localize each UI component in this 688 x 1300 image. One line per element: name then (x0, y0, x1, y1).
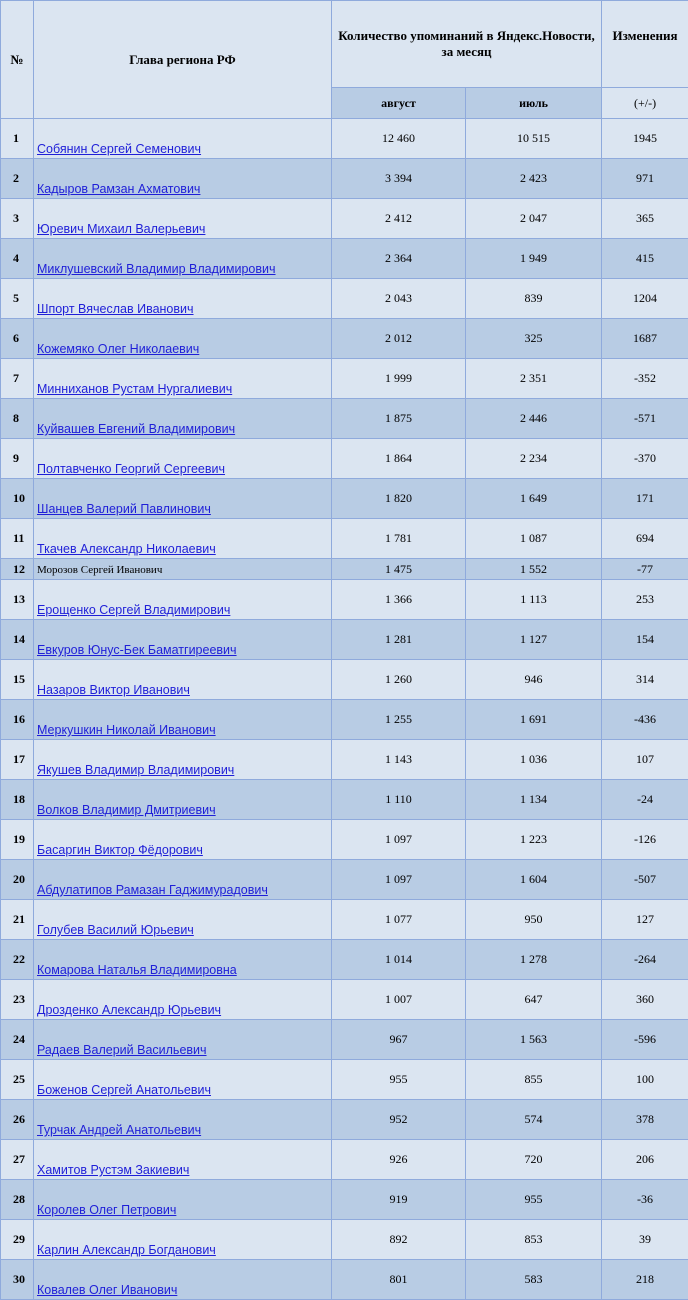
table-row (1, 660, 688, 700)
july-mentions: 2 446 (466, 399, 602, 439)
august-mentions: 2 364 (332, 239, 466, 279)
governor-name-link[interactable]: Голубев Василий Юрьевич (37, 923, 194, 937)
governor-name-link[interactable]: Волков Владимир Дмитриевич (37, 803, 216, 817)
row-number: 30 (1, 1260, 34, 1300)
change-value: 39 (602, 1220, 688, 1260)
governor-name-cell (34, 399, 332, 439)
table-row (1, 1020, 688, 1060)
july-mentions: 2 423 (466, 159, 602, 199)
governor-name-cell (34, 239, 332, 279)
table-row (1, 820, 688, 860)
table-row (1, 620, 688, 660)
august-mentions: 926 (332, 1140, 466, 1180)
row-number: 3 (1, 199, 34, 239)
governor-name-cell (34, 519, 332, 559)
governor-name-link[interactable]: Боженов Сергей Анатольевич (37, 1083, 211, 1097)
row-number: 14 (1, 620, 34, 660)
governor-name-link[interactable]: Дрозденко Александр Юрьевич (37, 1003, 221, 1017)
august-mentions: 1 820 (332, 479, 466, 519)
change-value: 171 (602, 479, 688, 519)
governor-name-cell (34, 980, 332, 1020)
july-mentions: 325 (466, 319, 602, 359)
governor-name-cell (34, 1020, 332, 1060)
row-number: 17 (1, 740, 34, 780)
table-row (1, 359, 688, 399)
row-number: 6 (1, 319, 34, 359)
change-value: -264 (602, 940, 688, 980)
change-value: -370 (602, 439, 688, 479)
governor-name-cell (34, 559, 332, 580)
governor-name-link[interactable]: Якушев Владимир Владимирович (37, 763, 234, 777)
table-row (1, 700, 688, 740)
august-mentions: 12 460 (332, 119, 466, 159)
august-mentions: 892 (332, 1220, 466, 1260)
july-mentions: 1 604 (466, 860, 602, 900)
change-value: -36 (602, 1180, 688, 1220)
table-body (1, 119, 688, 1300)
change-value: -596 (602, 1020, 688, 1060)
governor-name-link[interactable]: Евкуров Юнус-Бек Баматгиреевич (37, 643, 237, 657)
change-value: 415 (602, 239, 688, 279)
july-mentions: 583 (466, 1260, 602, 1300)
governor-name-cell (34, 479, 332, 519)
table-row (1, 980, 688, 1020)
august-mentions: 1 014 (332, 940, 466, 980)
row-number: 5 (1, 279, 34, 319)
row-number: 10 (1, 479, 34, 519)
table-row (1, 479, 688, 519)
governor-name-link[interactable]: Комарова Наталья Владимировна (37, 963, 237, 977)
july-mentions: 10 515 (466, 119, 602, 159)
change-value: 1687 (602, 319, 688, 359)
row-number: 1 (1, 119, 34, 159)
row-number: 19 (1, 820, 34, 860)
row-number: 23 (1, 980, 34, 1020)
row-number: 24 (1, 1020, 34, 1060)
august-mentions: 1 110 (332, 780, 466, 820)
governor-name-cell (34, 439, 332, 479)
governor-name-cell (34, 660, 332, 700)
table-row (1, 1220, 688, 1260)
table-row (1, 860, 688, 900)
july-mentions: 1 087 (466, 519, 602, 559)
july-mentions: 1 552 (466, 559, 602, 580)
july-mentions: 1 036 (466, 740, 602, 780)
row-number: 11 (1, 519, 34, 559)
table-row (1, 439, 688, 479)
july-mentions: 955 (466, 1180, 602, 1220)
row-number: 9 (1, 439, 34, 479)
governor-name-link[interactable]: Полтавченко Георгий Сергеевич (37, 462, 225, 476)
august-mentions: 952 (332, 1100, 466, 1140)
row-number: 13 (1, 580, 34, 620)
governor-name-cell (34, 199, 332, 239)
table-row (1, 900, 688, 940)
august-mentions: 2 043 (332, 279, 466, 319)
governor-name-cell (34, 279, 332, 319)
july-mentions: 2 351 (466, 359, 602, 399)
change-value: 1204 (602, 279, 688, 319)
change-value: 694 (602, 519, 688, 559)
august-mentions: 1 260 (332, 660, 466, 700)
table-row (1, 199, 688, 239)
august-mentions: 1 097 (332, 860, 466, 900)
table-row (1, 1060, 688, 1100)
change-value: 378 (602, 1100, 688, 1140)
governor-name-link[interactable]: Меркушкин Николай Иванович (37, 723, 216, 737)
governor-name-link[interactable]: Куйвашев Евгений Владимирович (37, 422, 235, 436)
july-mentions: 574 (466, 1100, 602, 1140)
table-row (1, 279, 688, 319)
governor-name-cell (34, 860, 332, 900)
change-value: 100 (602, 1060, 688, 1100)
governor-name-cell (34, 700, 332, 740)
governor-name-cell (34, 780, 332, 820)
change-value: -126 (602, 820, 688, 860)
august-mentions: 1 875 (332, 399, 466, 439)
august-mentions: 1 143 (332, 740, 466, 780)
table-row (1, 1140, 688, 1180)
governor-name-link[interactable]: Кадыров Рамзан Ахматович (37, 182, 200, 196)
row-number: 7 (1, 359, 34, 399)
table-row (1, 159, 688, 199)
governor-name-cell (34, 359, 332, 399)
july-mentions: 720 (466, 1140, 602, 1180)
change-value: 206 (602, 1140, 688, 1180)
table-row (1, 1180, 688, 1220)
governor-name-cell (34, 119, 332, 159)
change-value: 154 (602, 620, 688, 660)
governor-name-link[interactable]: Кожемяко Олег Николаевич (37, 342, 199, 356)
change-value: -77 (602, 559, 688, 580)
governor-name-cell (34, 1220, 332, 1260)
governor-name-cell (34, 900, 332, 940)
row-number: 18 (1, 780, 34, 820)
change-value: 971 (602, 159, 688, 199)
change-value: 107 (602, 740, 688, 780)
august-mentions: 1 255 (332, 700, 466, 740)
july-mentions: 1 127 (466, 620, 602, 660)
header-change-sign: (+/-) (602, 88, 688, 119)
governor-name-link[interactable]: Радаев Валерий Васильевич (37, 1043, 207, 1057)
governor-name-cell (34, 940, 332, 980)
table-row (1, 1260, 688, 1300)
table-row (1, 559, 688, 580)
august-mentions: 1 007 (332, 980, 466, 1020)
table-row (1, 119, 688, 159)
governor-name-cell (34, 820, 332, 860)
change-value: 218 (602, 1260, 688, 1300)
august-mentions: 1 281 (332, 620, 466, 660)
change-value: 314 (602, 660, 688, 700)
august-mentions: 1 781 (332, 519, 466, 559)
row-number: 16 (1, 700, 34, 740)
governor-name-link[interactable]: Хамитов Рустэм Закиевич (37, 1163, 189, 1177)
change-value: 365 (602, 199, 688, 239)
governor-name-link[interactable]: Назаров Виктор Иванович (37, 683, 190, 697)
governor-name-link[interactable]: Шанцев Валерий Павлинович (37, 502, 211, 516)
header-august: август (332, 88, 466, 119)
july-mentions: 839 (466, 279, 602, 319)
table-row (1, 740, 688, 780)
governor-name-cell (34, 1260, 332, 1300)
governor-name-link[interactable]: Миклушевский Владимир Владимирович (37, 262, 276, 276)
july-mentions: 1 949 (466, 239, 602, 279)
row-number: 28 (1, 1180, 34, 1220)
row-number: 2 (1, 159, 34, 199)
row-number: 26 (1, 1100, 34, 1140)
governor-name-cell (34, 159, 332, 199)
july-mentions: 647 (466, 980, 602, 1020)
table-row (1, 239, 688, 279)
change-value: -352 (602, 359, 688, 399)
governor-name-cell (34, 1100, 332, 1140)
july-mentions: 950 (466, 900, 602, 940)
governor-name-link[interactable]: Юревич Михаил Валерьевич (37, 222, 205, 236)
header-region-head: Глава региона РФ (34, 1, 332, 119)
governor-name-link[interactable]: Ковалев Олег Иванович (37, 1283, 177, 1297)
row-number: 22 (1, 940, 34, 980)
governor-name-link[interactable]: Ерощенко Сергей Владимирович (37, 603, 230, 617)
governor-name-cell (34, 1140, 332, 1180)
row-number: 15 (1, 660, 34, 700)
governor-name-cell (34, 1180, 332, 1220)
governor-name-link[interactable]: Собянин Сергей Семенович (37, 142, 201, 156)
table-row (1, 780, 688, 820)
governor-name-cell (34, 1060, 332, 1100)
governor-name-text: Морозов Сергей Иванович (37, 564, 162, 576)
governor-name-link[interactable]: Королев Олег Петрович (37, 1203, 176, 1217)
august-mentions: 1 999 (332, 359, 466, 399)
july-mentions: 1 563 (466, 1020, 602, 1060)
july-mentions: 2 234 (466, 439, 602, 479)
row-number: 21 (1, 900, 34, 940)
july-mentions: 853 (466, 1220, 602, 1260)
governor-name-link[interactable]: Абдулатипов Рамазан Гаджимурадович (37, 883, 268, 897)
august-mentions: 955 (332, 1060, 466, 1100)
august-mentions: 801 (332, 1260, 466, 1300)
change-value: 1945 (602, 119, 688, 159)
august-mentions: 919 (332, 1180, 466, 1220)
governor-name-cell (34, 319, 332, 359)
august-mentions: 1 864 (332, 439, 466, 479)
august-mentions: 2 012 (332, 319, 466, 359)
row-number: 29 (1, 1220, 34, 1260)
governor-name-cell (34, 580, 332, 620)
table-row (1, 319, 688, 359)
row-number: 4 (1, 239, 34, 279)
row-number: 20 (1, 860, 34, 900)
july-mentions: 1 113 (466, 580, 602, 620)
july-mentions: 946 (466, 660, 602, 700)
governor-name-link[interactable]: Басаргин Виктор Фёдорович (37, 843, 203, 857)
august-mentions: 1 475 (332, 559, 466, 580)
governor-name-link[interactable]: Шпорт Вячеслав Иванович (37, 302, 194, 316)
july-mentions: 855 (466, 1060, 602, 1100)
header-num: № (1, 1, 34, 119)
table-row (1, 519, 688, 559)
header-change: Изменения (602, 1, 688, 88)
change-value: -507 (602, 860, 688, 900)
row-number: 25 (1, 1060, 34, 1100)
august-mentions: 967 (332, 1020, 466, 1060)
governor-name-link[interactable]: Минниханов Рустам Нургалиевич (37, 382, 232, 396)
august-mentions: 1 077 (332, 900, 466, 940)
july-mentions: 1 691 (466, 700, 602, 740)
change-value: -571 (602, 399, 688, 439)
august-mentions: 3 394 (332, 159, 466, 199)
august-mentions: 1 366 (332, 580, 466, 620)
table-row (1, 399, 688, 439)
governor-name-link[interactable]: Карлин Александр Богданович (37, 1243, 216, 1257)
july-mentions: 1 223 (466, 820, 602, 860)
table-row (1, 1100, 688, 1140)
july-mentions: 1 649 (466, 479, 602, 519)
row-number: 27 (1, 1140, 34, 1180)
change-value: -24 (602, 780, 688, 820)
august-mentions: 1 097 (332, 820, 466, 860)
governor-name-cell (34, 620, 332, 660)
august-mentions: 2 412 (332, 199, 466, 239)
header-mentions: Количество упоминаний в Яндекс.Новости, за месяц (332, 1, 602, 88)
governor-name-link[interactable]: Турчак Андрей Анатольевич (37, 1123, 201, 1137)
governor-name-link[interactable]: Ткачев Александр Николаевич (37, 542, 216, 556)
change-value: -436 (602, 700, 688, 740)
governor-name-cell (34, 740, 332, 780)
row-number: 8 (1, 399, 34, 439)
table-row (1, 580, 688, 620)
header-july: июль (466, 88, 602, 119)
july-mentions: 2 047 (466, 199, 602, 239)
change-value: 253 (602, 580, 688, 620)
change-value: 360 (602, 980, 688, 1020)
july-mentions: 1 278 (466, 940, 602, 980)
july-mentions: 1 134 (466, 780, 602, 820)
change-value: 127 (602, 900, 688, 940)
header-row (1, 1, 688, 88)
table-row (1, 940, 688, 980)
row-number: 12 (1, 559, 34, 580)
